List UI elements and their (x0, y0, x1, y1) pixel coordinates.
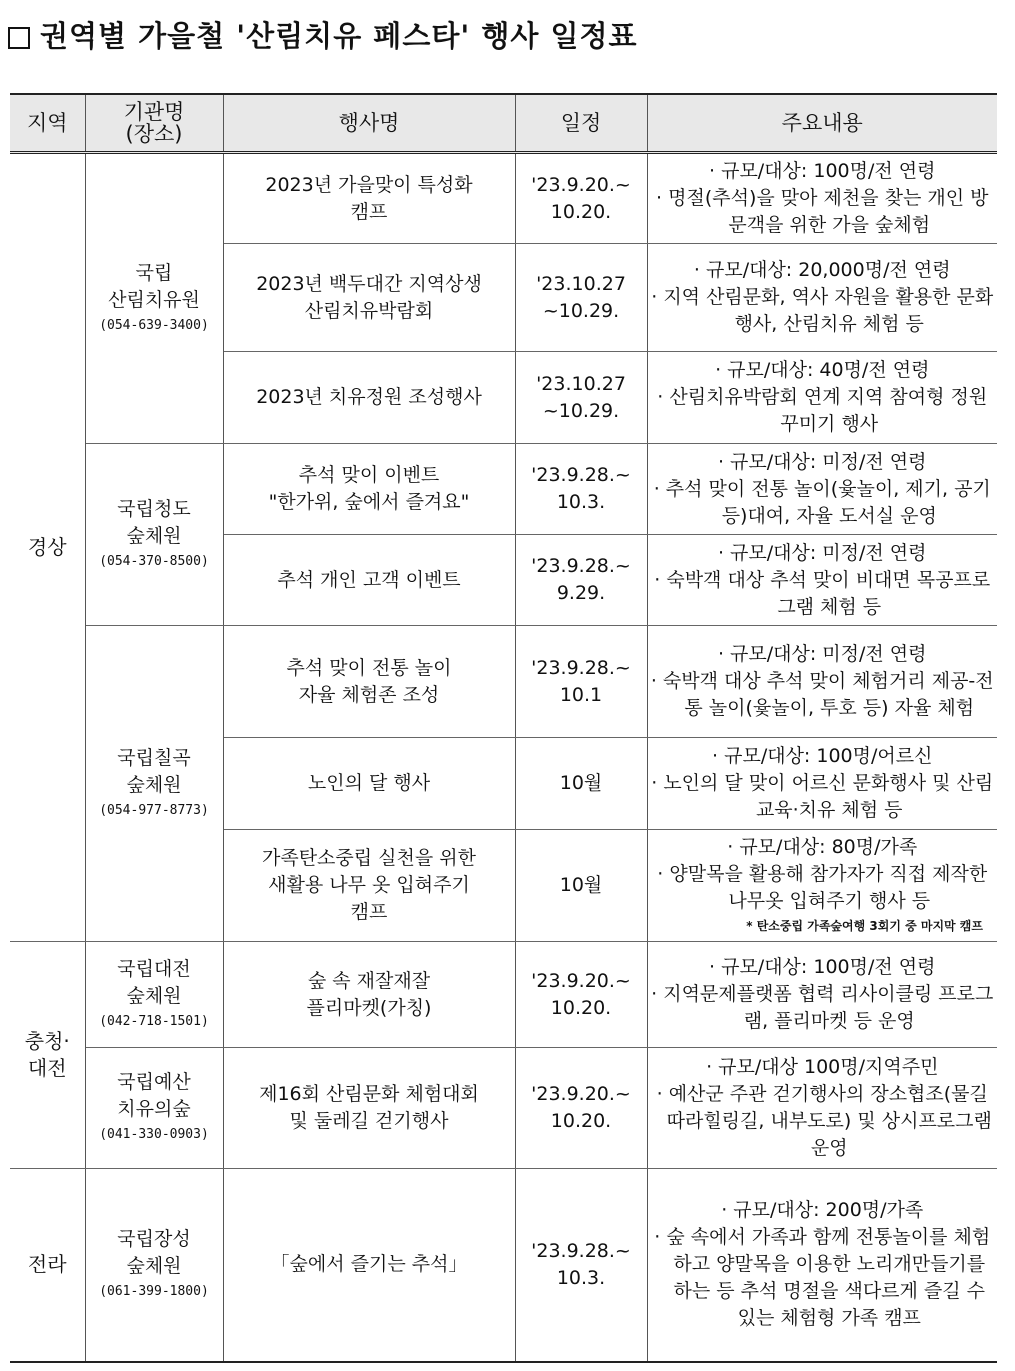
event-date-line: 10.3. (556, 1266, 606, 1289)
event-name-cell (223, 153, 515, 244)
org-name-line: 치유의숲 (117, 1098, 191, 1120)
table-row (10, 1048, 997, 1169)
event-content-cell (647, 352, 997, 444)
content-note: * 탄소중립 가족숲여행 3회기 중 마지막 캠프 (746, 919, 983, 933)
content-bullet: · 규모/대상: 미정/전 연령 (717, 541, 927, 564)
checkbox-square-icon (8, 27, 30, 49)
event-name-cell (223, 1169, 515, 1362)
content-bullet: · 규모/대상 100명/지역주민 (706, 1056, 939, 1078)
event-name-line: 추석 맞이 전통 놀이 (286, 656, 452, 679)
org-phone: (042-718-1501) (99, 1013, 209, 1029)
org-name-line: 산림치유원 (108, 288, 200, 311)
event-name-line: 및 둘레길 걷기행사 (289, 1110, 449, 1132)
event-date-line: '23.9.28.~ (531, 656, 631, 679)
content-bullet: · 지역 산림문화, 역사 자원을 활용한 문화행사, 산림치유 체험 등 (651, 286, 994, 335)
event-date-line: ~10.29. (542, 299, 620, 322)
content-bullet: · 규모/대상: 20,000명/전 연령 (693, 259, 951, 281)
header-org-line2: (장소) (125, 122, 183, 146)
content-bullet: · 예산군 주관 걷기행사의 장소협조(물길따라힐링길, 내부도로) 및 상시프로그램 운영 (656, 1083, 992, 1159)
org-name-line: 국립청도 (117, 497, 191, 520)
org-phone: (061-399-1800) (99, 1283, 209, 1299)
event-date-cell (515, 352, 647, 444)
event-name-line: 추석 맞이 이벤트 (298, 464, 440, 486)
event-name-line: "한가위, 숲에서 즐겨요" (268, 491, 470, 513)
event-date-line: 10월 (559, 772, 603, 794)
event-content-cell (647, 738, 997, 830)
content-bullet: · 규모/대상: 100명/전 연령 (709, 160, 936, 182)
event-date-cell (515, 535, 647, 626)
event-name-line: 캠프 (350, 901, 388, 923)
event-date-cell (515, 942, 647, 1048)
org-name-line: 국립칠곡 (117, 746, 191, 769)
org-phone: (041-330-0903) (99, 1127, 209, 1142)
content-bullet: · 산림치유박람회 연계 지역 참여형 정원 꾸미기 행사 (657, 386, 988, 435)
content-bullet: · 노인의 달 맞이 어르신 문화행사 및 산림교육·치유 체험 등 (651, 772, 994, 821)
org-name-line: 숲체원 (126, 1254, 182, 1277)
event-name-line: 자율 체험존 조성 (298, 683, 440, 706)
event-name-line: 플리마켓(가칭) (306, 996, 432, 1019)
content-bullet: · 명절(추석)을 맞아 제천을 찾는 개인 방문객을 위한 가을 숲체험 (656, 187, 989, 236)
header-content: 주요내용 (647, 94, 997, 153)
event-name-line: 추석 개인 고객 이벤트 (277, 568, 461, 591)
event-content-cell (647, 444, 997, 535)
event-content-cell (647, 942, 997, 1048)
event-name-cell (223, 535, 515, 626)
event-content-cell (647, 626, 997, 738)
org-name-line: 숲체원 (126, 984, 182, 1007)
event-date-cell (515, 1048, 647, 1169)
table-row (10, 942, 997, 1048)
event-name-line: 캠프 (350, 200, 388, 223)
org-phone: (054-370-8500) (99, 553, 209, 569)
event-date-line: '23.10.27 (536, 272, 626, 295)
content-bullet: · 숲 속에서 가족과 함께 전통놀이를 체험하고 양말목을 이용한 노리개만들기를 하는 등 추석 명절을 색다르게 즐길 수 있는 체험형 가족 캠프 (654, 1226, 991, 1330)
header-org-line1: 기관명 (123, 100, 185, 124)
event-name-cell (223, 244, 515, 352)
event-name-line: 2023년 백두대간 지역상생 (256, 272, 482, 295)
event-name-cell (223, 444, 515, 535)
table-row (10, 444, 997, 535)
event-date-line: '23.9.28.~ (531, 464, 631, 486)
org-name-line: 숲체원 (126, 773, 182, 796)
content-bullet: · 규모/대상: 40명/전 연령 (715, 359, 930, 381)
event-date-line: 9.29. (556, 582, 606, 604)
org-name-line: 국립 (135, 261, 173, 284)
content-bullet: · 지역문제플랫폼 협력 리사이클링 프로그램, 플리마켓 등 운영 (651, 983, 994, 1032)
event-name-line: 「숲에서 즐기는 추석」 (270, 1253, 468, 1276)
event-date-cell (515, 244, 647, 352)
event-name-cell (223, 1048, 515, 1169)
org-name-line: 국립장성 (117, 1227, 191, 1250)
org-cell (85, 1048, 223, 1169)
content-bullet: · 양말목을 활용해 참가자가 직접 제작한 나무옷 입혀주기 행사 등 (657, 863, 988, 912)
event-name-cell (223, 942, 515, 1048)
event-date-line: 10.20. (550, 996, 612, 1019)
event-date-line: ~10.29. (542, 399, 620, 422)
event-name-line: 노인의 달 행사 (307, 772, 431, 794)
table-row (10, 626, 997, 738)
table-header-row (10, 94, 997, 153)
event-date-cell (515, 830, 647, 942)
event-date-cell (515, 738, 647, 830)
content-bullet: · 규모/대상: 80명/가족 (727, 836, 918, 858)
event-date-cell (515, 1169, 647, 1362)
org-cell (85, 942, 223, 1048)
page-title-text: 권역별 가을철 '산림치유 페스타' 행사 일정표 (40, 19, 638, 53)
header-org (85, 94, 223, 153)
event-content-cell (647, 244, 997, 352)
region-line: 충청· (24, 1029, 70, 1053)
region-cell: 전라 (10, 1169, 85, 1362)
event-schedule-table (10, 93, 997, 1363)
event-name-cell (223, 626, 515, 738)
table-row (10, 1169, 997, 1362)
content-bullet: · 규모/대상: 미정/전 연령 (717, 450, 927, 473)
org-cell (85, 153, 223, 444)
event-date-line: '23.9.20.~ (531, 173, 631, 196)
event-date-line: 10.1 (559, 683, 603, 706)
event-date-cell (515, 444, 647, 535)
event-date-line: '23.9.28.~ (531, 1239, 631, 1262)
event-name-line: 2023년 치유정원 조성행사 (256, 386, 482, 408)
header-region: 지역 (10, 94, 85, 153)
event-date-line: 10.20. (550, 1110, 612, 1132)
region-line: 대전 (27, 1056, 67, 1080)
event-name-cell (223, 830, 515, 942)
event-name-line: 제16회 산림문화 체험대회 (259, 1083, 479, 1105)
event-date-line: '23.9.28.~ (531, 555, 631, 577)
org-cell (85, 444, 223, 626)
event-content-cell (647, 535, 997, 626)
event-name-line: 산림치유박람회 (304, 299, 434, 322)
event-name-line: 숲 속 재잘재잘 (307, 969, 431, 992)
org-name-line: 숲체원 (126, 524, 182, 547)
event-date-line: '23.9.20.~ (531, 969, 631, 992)
org-cell (85, 1169, 223, 1362)
event-content-cell (647, 1169, 997, 1362)
content-bullet: · 규모/대상: 100명/어르신 (712, 745, 933, 767)
event-content-cell (647, 1048, 997, 1169)
content-bullet: · 규모/대상: 미정/전 연령 (717, 643, 927, 665)
content-bullet: · 숙박객 대상 추석 맞이 체험거리 제공-전통 놀이(윷놀이, 투호 등) 자율 체험 (650, 670, 994, 719)
event-date-line: '23.10.27 (536, 372, 626, 395)
header-event: 행사명 (223, 94, 515, 153)
content-bullet: · 규모/대상: 100명/전 연령 (709, 956, 936, 978)
content-bullet: · 숙박객 대상 추석 맞이 비대면 목공프로그램 체험 등 (654, 568, 991, 618)
event-date-cell (515, 626, 647, 738)
event-date-line: 10월 (559, 874, 603, 896)
event-name-cell (223, 738, 515, 830)
event-name-line: 새활용 나무 옷 입혀주기 (268, 874, 470, 896)
region-cell (10, 942, 85, 1169)
event-content-cell (647, 153, 997, 244)
content-bullet: · 규모/대상: 200명/가족 (721, 1199, 924, 1222)
table-row (10, 153, 997, 244)
org-name-line: 국립대전 (117, 957, 191, 980)
page-title (8, 14, 638, 55)
event-date-cell (515, 153, 647, 244)
org-phone: (054-977-8773) (99, 802, 209, 818)
org-phone: (054-639-3400) (99, 317, 209, 333)
event-name-cell (223, 352, 515, 444)
content-bullet: · 추석 맞이 전통 놀이(윷놀이, 제기, 공기 등)대여, 자율 도서실 운영 (653, 477, 991, 527)
org-name-line: 국립예산 (117, 1071, 191, 1093)
event-name-line: 2023년 가을맞이 특성화 (265, 173, 473, 196)
org-cell (85, 626, 223, 942)
event-date-line: 10.20. (550, 200, 612, 223)
event-content-cell (647, 830, 997, 942)
header-date: 일정 (515, 94, 647, 153)
event-date-line: 10.3. (556, 491, 606, 513)
event-name-line: 가족탄소중립 실천을 위한 (262, 847, 476, 869)
region-cell: 경상 (10, 153, 85, 942)
event-date-line: '23.9.20.~ (531, 1083, 631, 1105)
